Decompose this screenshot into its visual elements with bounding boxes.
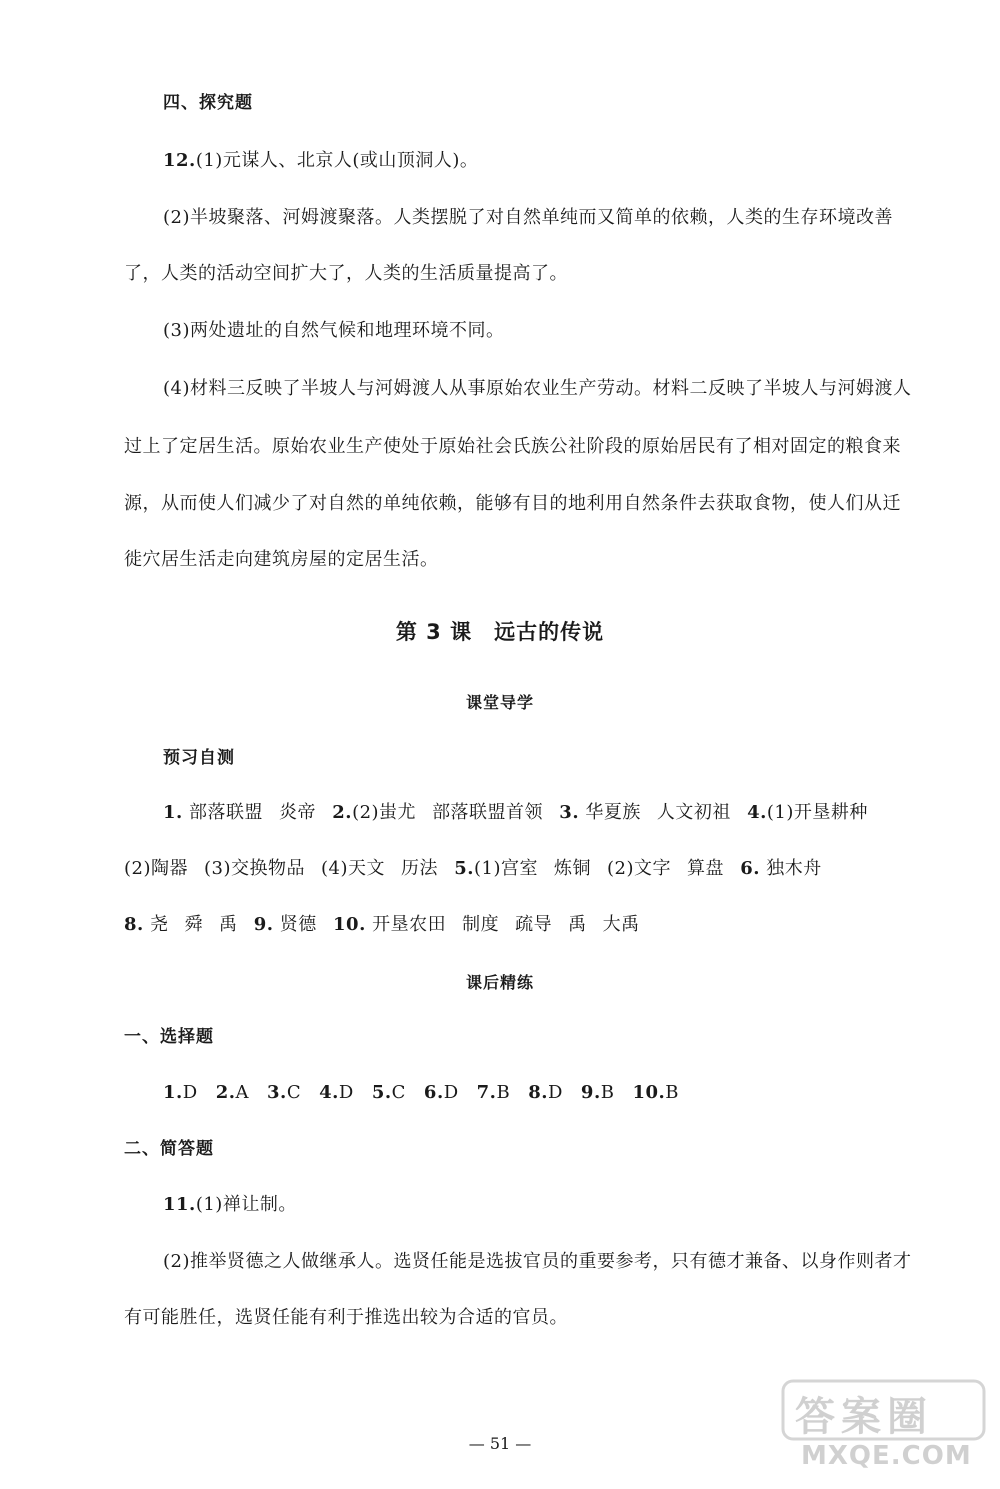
section-heading-preview: 预习自测 [163,748,235,768]
question-number: 9. [253,914,274,935]
choice-number: 3. [267,1082,287,1103]
question-12-part-4-line-2: 过上了定居生活。原始农业生产使处于原始社会氏族公社阶段的原始居民有了相对固定的粮食来 [124,436,901,457]
choice-number: 2. [215,1082,236,1103]
question-number: 10. [333,914,366,935]
question-number: 12. [163,150,196,171]
question-number: 2. [332,802,353,823]
choice-answer: D [338,1082,354,1103]
choice-answer: C [286,1082,302,1103]
watermark-url: MXQE.COM [801,1441,972,1471]
choice-number: 1. [163,1082,183,1103]
multiple-choice-answers [163,1081,679,1105]
question-12-part-2-line-2: 了，人类的活动空间扩大了，人类的生活质量提高了。 [124,263,568,284]
answer-text: (2)蚩尤 [352,802,417,823]
question-number: 4. [747,802,767,823]
question-number: 8. [124,914,144,935]
answer-text: (1)开垦耕种 [766,802,868,823]
section-heading-multiple-choice: 一、选择题 [124,1027,214,1047]
choice-answer: B [496,1082,511,1103]
question-12-part-4-line-3: 源，从而使人们减少了对自然的单纯依赖，能够有目的地利用自然条件去获取食物，使人们从迁 [124,493,901,514]
answer-text: 制度 [462,914,500,935]
answer-text: 禹 [219,914,238,935]
section-heading-after-class: 课后精练 [465,973,534,992]
preview-answers-line-1 [163,801,868,825]
question-12-part-2-line-1: (2)半坡聚落、河姆渡聚落。人类摆脱了对自然单纯而又简单的依赖，人类的生存环境改善 [163,207,893,228]
question-number: 6. [740,858,761,879]
answer-text: (2)陶器 [124,858,188,879]
section-heading-short-answer: 二、简答题 [124,1139,214,1159]
question-12-part-4-line-4: 徙穴居生活走向建筑房屋的定居生活。 [124,549,439,570]
choice-number: 4. [319,1082,339,1103]
answer-text: 大禹 [602,914,640,935]
question-11-part-1 [163,1193,297,1217]
answer-text: 部落联盟 [189,802,264,823]
choice-answer: B [665,1082,680,1103]
answer-text: (4)天文 [321,858,385,879]
answer-text: (1)元谋人、北京人(或山顶洞人)。 [195,150,479,171]
answer-text: (2)文字 [607,858,672,879]
question-11-part-2-line-1: (2)推举贤德之人做继承人。选贤任能是选拔官员的重要参考，只有德才兼备、以身作则者才 [163,1251,912,1272]
choice-number: 7. [476,1082,497,1103]
answer-text: 华夏族 [585,802,641,823]
answer-text: 尧 [150,914,169,935]
answer-text: 舜 [184,914,204,935]
question-number: 3. [559,802,580,823]
choice-answer: D [182,1082,198,1103]
watermark-logo [781,1379,986,1475]
section-heading-inquiry: 四、探究题 [163,93,253,113]
answer-text: 禹 [568,914,587,935]
choice-number: 8. [528,1082,548,1103]
choice-number: 6. [423,1082,444,1103]
answer-text: 疏导 [515,914,553,935]
choice-answer: B [600,1082,615,1103]
answer-text: (3)交换物品 [204,858,305,879]
answer-text: (1)宫室 [474,858,539,879]
choice-number: 5. [371,1082,392,1103]
watermark-title: 答案圈 [795,1394,933,1440]
answer-text: 算盘 [687,858,725,879]
answer-text: 独木舟 [766,858,822,879]
answer-text: 炎帝 [279,802,317,823]
lesson-title: 第 3 课 远古的传说 [395,620,605,644]
choice-number: 9. [580,1082,601,1103]
answer-text: 贤德 [279,914,317,935]
section-heading-class-guide: 课堂导学 [465,693,534,712]
page-number: — 51 — [468,1434,532,1453]
choice-number: 10. [632,1082,666,1103]
choice-answer: D [547,1082,563,1103]
question-number: 5. [454,858,475,879]
choice-answer: C [391,1082,406,1103]
question-11-part-2-line-2: 有可能胜任，选贤任能有利于推选出较为合适的官员。 [124,1307,568,1328]
answer-text: 人文初祖 [656,802,731,823]
choice-answer: D [443,1082,459,1103]
choice-answer: A [235,1082,250,1103]
answer-text: 开垦农田 [372,914,447,935]
question-number: 11. [163,1194,196,1215]
preview-answers-line-3 [124,913,640,937]
answer-text: 部落联盟首领 [432,802,544,823]
question-number: 1. [163,802,183,823]
question-12-part-1 [163,149,478,173]
answer-text: (1)禅让制。 [195,1194,297,1215]
preview-answers-line-2 [124,857,822,881]
answer-text: 历法 [401,858,438,879]
answer-text: 炼铜 [554,858,592,879]
question-12-part-4-line-1: (4)材料三反映了半坡人与河姆渡人从事原始农业生产劳动。材料二反映了半坡人与河姆渡人 [163,378,912,399]
question-12-part-3: (3)两处遗址的自然气候和地理环境不同。 [163,320,505,341]
